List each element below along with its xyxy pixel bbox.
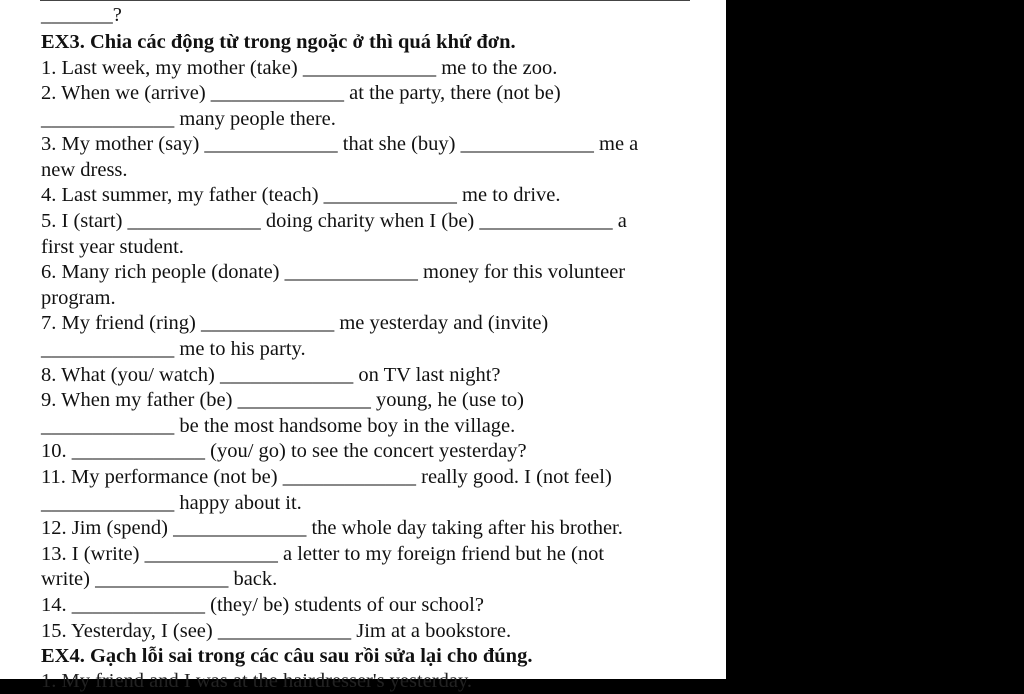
ex3-item-2-line-2: _____________ many people there.	[41, 108, 336, 130]
ex3-item-11-line-1: 11. My performance (not be) _____________ really good. I (not feel)	[41, 466, 612, 488]
ex3-item-6-line-1: 6. Many rich people (donate) _____________ money for this volunteer	[41, 261, 626, 283]
ex4-heading: EX4. Gạch lỗi sai trong các câu sau rồi sửa lại cho đúng.	[41, 645, 533, 667]
ex3-item-8: 8. What (you/ watch) _____________ on TV last night?	[41, 364, 501, 386]
ex4-item-1-cut-off: 1. My friend and I was at the hairdresser's yesterday.	[41, 670, 473, 692]
ex3-item-5-line-1: 5. I (start) _____________ doing charity when I (be) _____________ a	[41, 210, 627, 232]
ex3-item-3-line-2: new dress.	[41, 159, 128, 181]
ex3-heading: EX3. Chia các động từ trong ngoặc ở thì quá khứ đơn.	[41, 31, 516, 53]
ex3-item-11-line-2: _____________ happy about it.	[41, 492, 302, 514]
ex3-item-5-line-2: first year student.	[41, 236, 184, 258]
ex3-item-9-line-2: _____________ be the most handsome boy in the village.	[41, 415, 516, 437]
ex3-item-4: 4. Last summer, my father (teach) _____________ me to drive.	[41, 184, 561, 206]
ex3-item-12: 12. Jim (spend) _____________ the whole day taking after his brother.	[41, 517, 623, 539]
ex3-item-14: 14. _____________ (they/ be) students of our school?	[41, 594, 484, 616]
ex3-item-7-line-1: 7. My friend (ring) _____________ me yesterday and (invite)	[41, 312, 549, 334]
ex3-item-2-line-1: 2. When we (arrive) _____________ at the party, there (not be)	[41, 82, 561, 104]
ex3-item-1: 1. Last week, my mother (take) _____________ me to the zoo.	[41, 57, 558, 79]
ex3-item-13-line-1: 13. I (write) _____________ a letter to my foreign friend but he (not	[41, 543, 605, 565]
black-margin	[726, 0, 1024, 679]
ex3-item-7-line-2: _____________ me to his party.	[41, 338, 306, 360]
ex3-item-13-line-2: write) _____________ back.	[41, 568, 278, 590]
ex3-item-6-line-2: program.	[41, 287, 116, 309]
top-rule-divider	[40, 0, 690, 1]
ex3-item-3-line-1: 3. My mother (say) _____________ that she (buy) _____________ me a	[41, 133, 639, 155]
leftover-blank-line: _______?	[41, 4, 122, 26]
ex3-item-15: 15. Yesterday, I (see) _____________ Jim at a bookstore.	[41, 620, 512, 642]
ex3-item-10: 10. _____________ (you/ go) to see the concert yesterday?	[41, 440, 527, 462]
ex3-item-9-line-1: 9. When my father (be) _____________ young, he (use to)	[41, 389, 524, 411]
